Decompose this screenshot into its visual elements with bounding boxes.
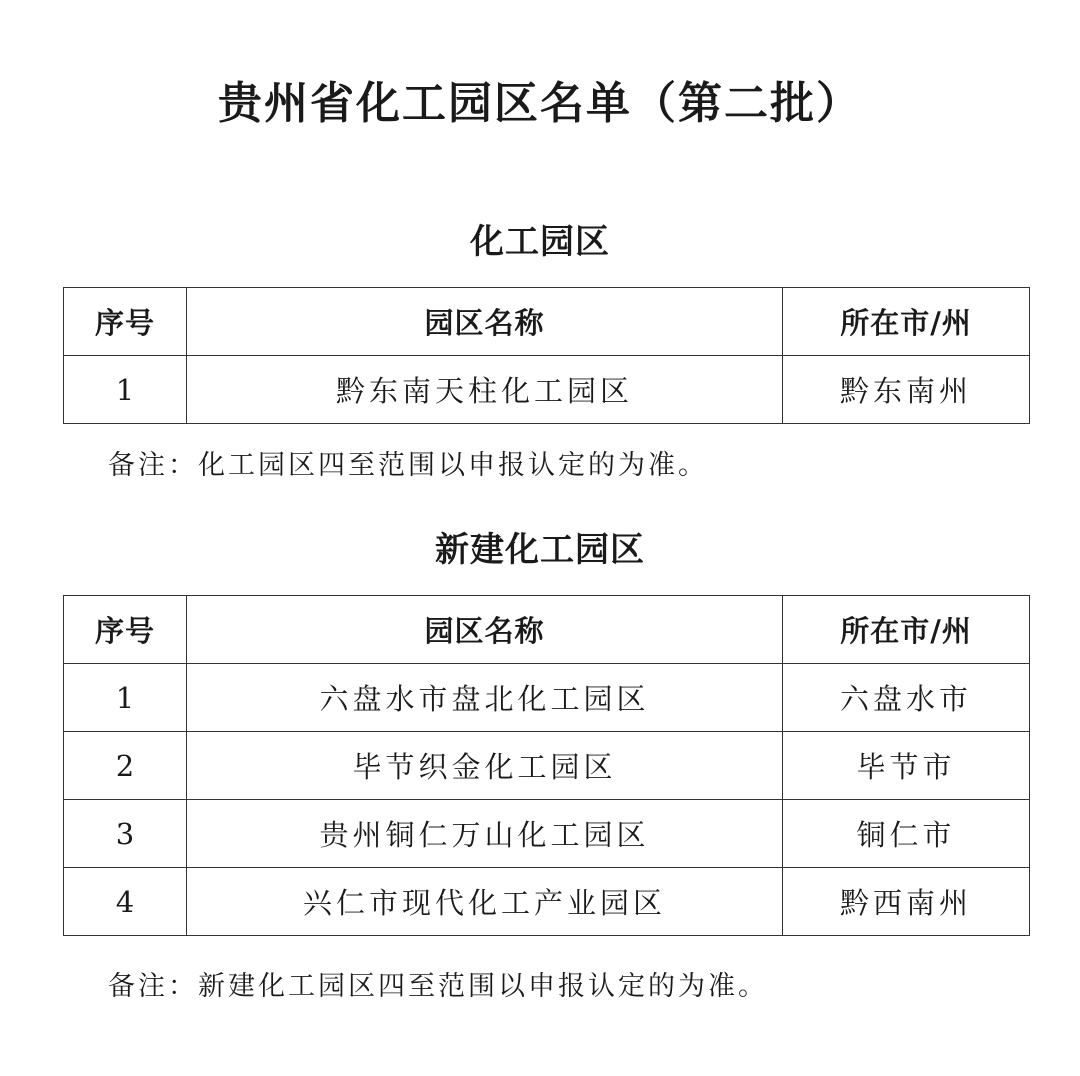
column-header-city: 所在市/州 [783, 288, 1030, 356]
table-header-row [64, 596, 1030, 664]
column-header-city: 所在市/州 [783, 596, 1030, 664]
column-header-index: 序号 [64, 596, 187, 664]
row-city: 黔西南州 [783, 868, 1030, 936]
section-note-chemical-parks: 备注：化工园区四至范围以申报认定的为准。 [108, 450, 708, 481]
row-index: 3 [64, 800, 187, 868]
row-city: 黔东南州 [783, 356, 1030, 424]
table-row [64, 868, 1030, 936]
section-heading-new-chemical-parks: 新建化工园区 [435, 530, 645, 570]
table-row [64, 356, 1030, 424]
new-chemical-parks-table [63, 595, 1030, 936]
row-park-name: 毕节织金化工园区 [187, 732, 783, 800]
table-row [64, 664, 1030, 732]
column-header-park-name: 园区名称 [187, 596, 783, 664]
row-park-name: 六盘水市盘北化工园区 [187, 664, 783, 732]
row-index: 1 [64, 356, 187, 424]
row-city: 六盘水市 [783, 664, 1030, 732]
table-header-row [64, 288, 1030, 356]
row-index: 2 [64, 732, 187, 800]
document-title: 贵州省化工园区名单（第二批） [218, 78, 862, 129]
row-park-name: 贵州铜仁万山化工园区 [187, 800, 783, 868]
row-city: 铜仁市 [783, 800, 1030, 868]
row-park-name: 黔东南天柱化工园区 [187, 356, 783, 424]
column-header-index: 序号 [64, 288, 187, 356]
row-city: 毕节市 [783, 732, 1030, 800]
chemical-parks-table [63, 287, 1030, 424]
row-index: 1 [64, 664, 187, 732]
row-index: 4 [64, 868, 187, 936]
section-heading-chemical-parks: 化工园区 [470, 222, 610, 262]
table-row [64, 732, 1030, 800]
row-park-name: 兴仁市现代化工产业园区 [187, 868, 783, 936]
table-row [64, 800, 1030, 868]
section-note-new-chemical-parks: 备注：新建化工园区四至范围以申报认定的为准。 [108, 971, 768, 1002]
column-header-park-name: 园区名称 [187, 288, 783, 356]
